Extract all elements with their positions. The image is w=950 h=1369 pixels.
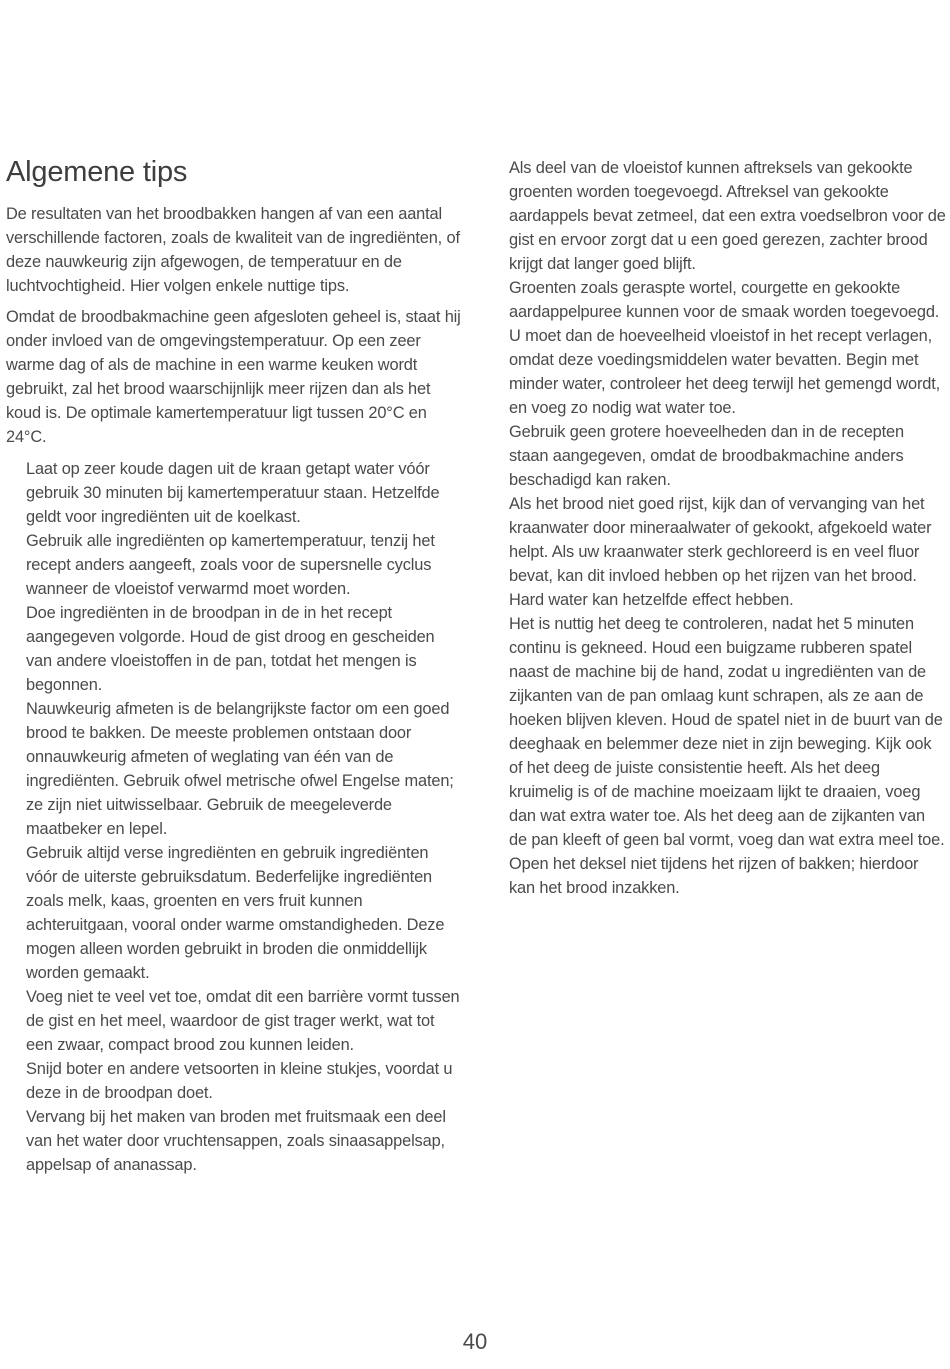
tip-paragraph: Gebruik geen grotere hoeveelheden dan in de recepten staan aangegeven, omdat de broodbakmachine anders beschadigd kan raken.	[509, 423, 904, 489]
left-column	[6, 154, 462, 1177]
tip-paragraph: Voeg niet te veel vet toe, omdat dit een barrière vormt tussen de gist en het meel, waardoor de gist trager werkt, wat tot een zwaar, compact brood zou kunnen leiden.	[26, 988, 460, 1054]
tips-list	[6, 457, 462, 1177]
tip-paragraph: Als het brood niet goed rijst, kijk dan of vervanging van het kraanwater door mineraalwater of gekookt, afgekoeld water helpt. Als uw kraanwater sterk gechloreerd is en veel fluor bevat, kan dit invloed hebben op het rijzen van het brood. Hard water kan hetzelfde effect hebben.	[509, 495, 932, 609]
tip-paragraph: Gebruik altijd verse ingrediënten en gebruik ingrediënten vóór de uiterste gebruiksdatum. Bederfelijke ingrediënten zoals melk, kaas, groenten en vers fruit kunnen achteruitgaan, vooral onder warme omstandigheden. Deze mogen alleen worden gebruikt in broden die onmiddellijk worden gemaakt.	[26, 844, 445, 982]
page-number: 40	[462, 1329, 488, 1354]
tip-paragraph: Als deel van de vloeistof kunnen aftreksels van gekookte groenten worden toegevoegd. Aftreksel van gekookte aardappels bevat zetmeel, dat een extra voedselbron voor de gist en ervoor zorgt dat u een goed gerezen, zachter brood krijgt dat langer goed blijft.	[509, 159, 946, 273]
tip-paragraph: Gebruik alle ingrediënten op kamertemperatuur, tenzij het recept anders aangeeft, zoals voor de supersnelle cyclus wanneer de vloeistof verwarmd moet worden.	[26, 532, 435, 598]
intro-paragraph: De resultaten van het broodbakken hangen af van een aantal verschillende factoren, zoals de kwaliteit van de ingrediënten, of deze nauwkeurig zijn afgewogen, de temperatuur en de luchtvochtigheid. Hier volgen enkele nuttige tips.	[6, 205, 460, 295]
tip-paragraph: Het is nuttig het deeg te controleren, nadat het 5 minuten continu is gekneed. Houd een buigzame rubberen spatel naast de machine bij de hand, zodat u ingrediënten van de zijkanten van de pan omlaag kunt schrapen, als ze aan de hoeken blijven kleven. Houd de spatel niet in de buurt van de deeghaak en belemmer deze niet in zijn beweging. Kijk ook of het deeg de juiste consistentie heeft. Als het deeg kruimelig is of de machine moeizaam lijkt te draaien, voeg dan wat extra water toe. Als het deeg aan de zijkanten van de pan kleeft of geen bal vormt, voeg dan wat extra meel toe.	[509, 615, 945, 849]
tip-paragraph: Open het deksel niet tijdens het rijzen of bakken; hierdoor kan het brood inzakken.	[509, 855, 919, 897]
tip-paragraph: Doe ingrediënten in de broodpan in de in het recept aangegeven volgorde. Houd de gist droog en gescheiden van andere vloeistoffen in de pan, totdat het mengen is begonnen.	[26, 604, 435, 694]
tip-paragraph: Nauwkeurig afmeten is de belangrijkste factor om een goed brood te bakken. De meeste problemen ontstaan door onnauwkeurig afmeten of weglating van één van de ingrediënten. Gebruik ofwel metrische ofwel Engelse maten; ze zijn niet uitwisselbaar. Gebruik de meegeleverde maatbeker en lepel.	[26, 700, 454, 838]
page-title: Algemene tips	[6, 156, 188, 188]
tip-paragraph: Laat op zeer koude dagen uit de kraan getapt water vóór gebruik 30 minuten bij kamertemperatuur staan. Hetzelfde geldt voor ingrediënten uit de koelkast.	[26, 460, 440, 526]
tip-paragraph: Snijd boter en andere vetsoorten in kleine stukjes, voordat u deze in de broodpan doet.	[26, 1060, 453, 1102]
right-column	[509, 156, 947, 900]
tip-paragraph: Vervang bij het maken van broden met fruitsmaak een deel van het water door vruchtensappen, zoals sinaasappelsap, appelsap of ananassap.	[26, 1108, 446, 1174]
tip-paragraph: Groenten zoals geraspte wortel, courgette en gekookte aardappelpuree kunnen voor de smaak worden toegevoegd. U moet dan de hoeveelheid vloeistof in het recept verlagen, omdat deze voedingsmiddelen water bevatten. Begin met minder water, controleer het deeg terwijl het gemengd wordt, en voeg zo nodig wat water toe.	[509, 279, 941, 417]
intro-paragraph: Omdat de broodbakmachine geen afgesloten geheel is, staat hij onder invloed van de omgevingstemperatuur. Op een zeer warme dag of als de machine in een warme keuken wordt gebruikt, zal het brood waarschijnlijk meer rijzen dan als het koud is. De optimale kamertemperatuur ligt tussen 20°C en 24°C.	[6, 308, 461, 446]
